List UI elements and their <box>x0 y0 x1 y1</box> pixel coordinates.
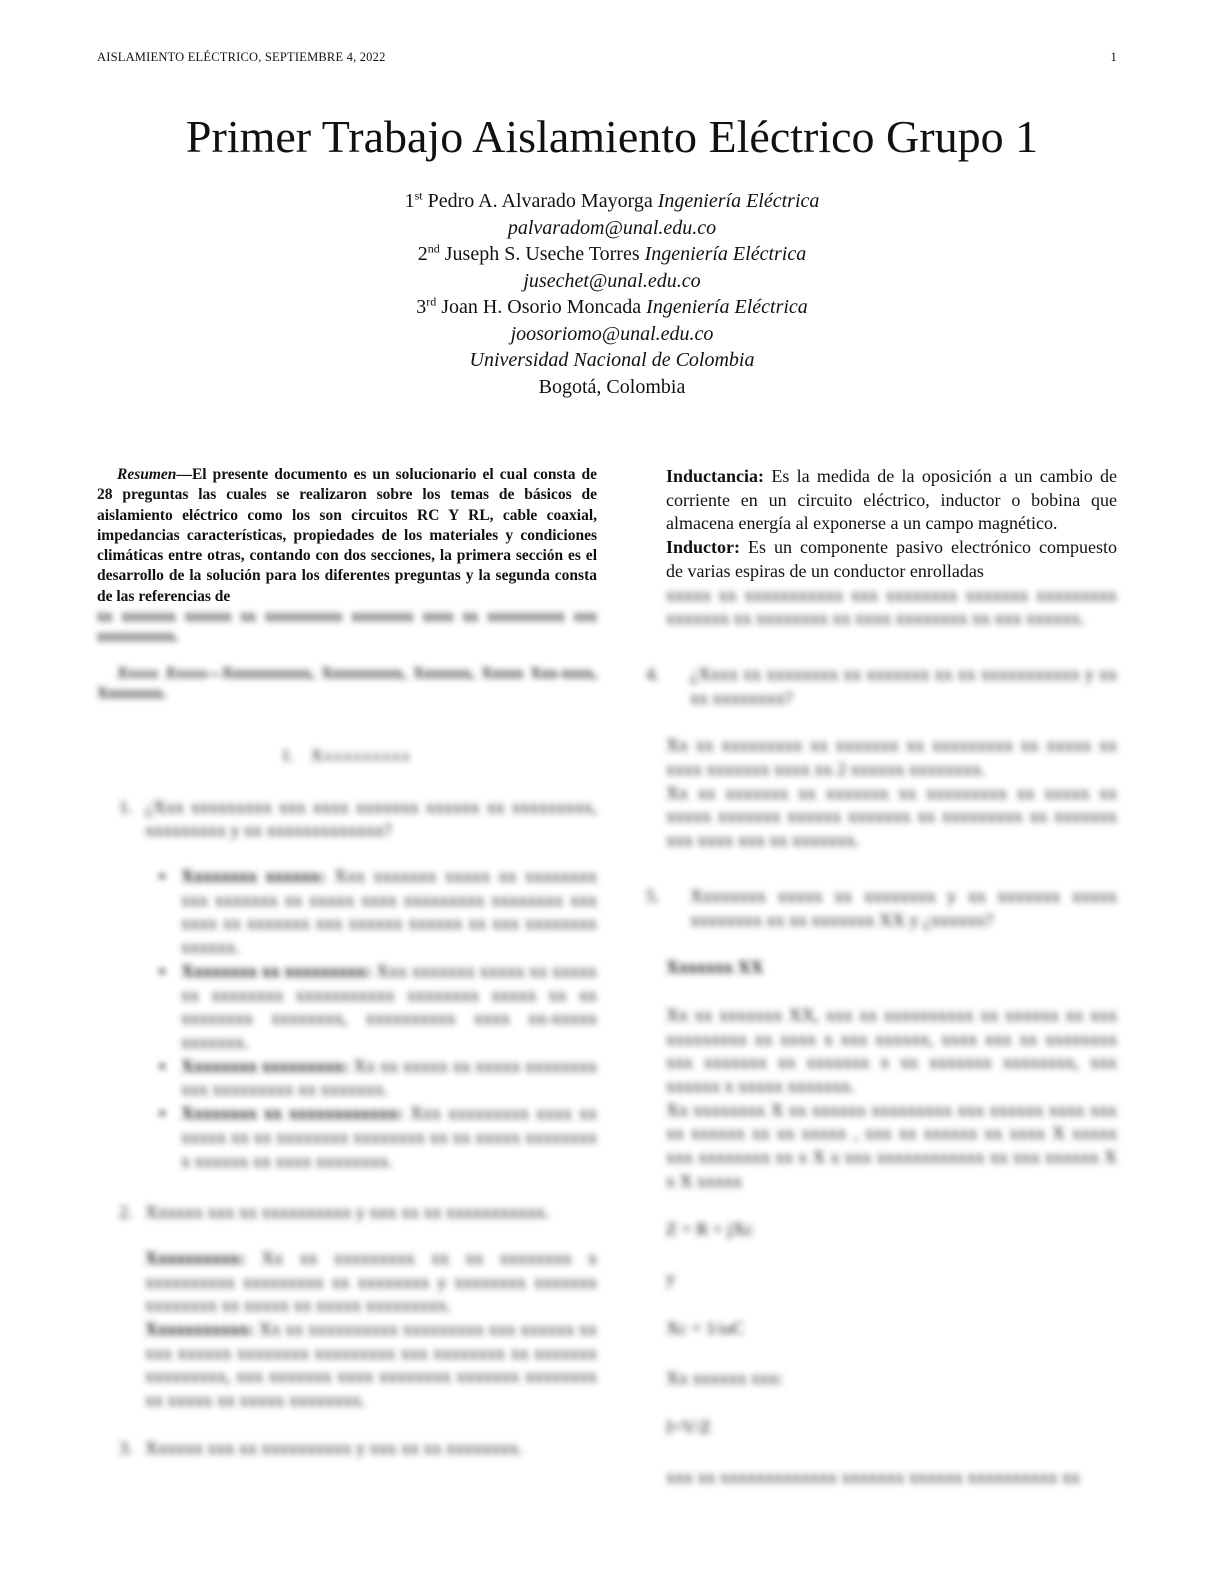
author-dept: Ingeniería Eléctrica <box>657 190 820 212</box>
city: Bogotá, Colombia <box>538 375 686 398</box>
author-line-2 <box>0 241 1224 268</box>
inductancia-term: Inductancia: <box>666 466 765 486</box>
inductor-text: Es un componente pasivo electrónico compuesto de varias espiras de un conductor enrolladas <box>666 537 1117 581</box>
blurred-right-content: xxxxx xx xxxxxxxxxxx xxx xxxxxxxx xxxxxxx xxxxxxxxx xxxxxxx xx xxxxxxxx xx xxxx xxxxxxxx xx xxx xxxxxx. 4. ¿Xxxx xx xxxxxxxx xx xxxxxxx xx xx xxxxxxxxxxx y xx xx xxxxxxxx? Xx xx xxxxxxxxx xx xxxxxxx xx xxxxxxxxx xx xxxxx xx xxxx xxxxxxx xxxx xx 2 xxxxxx xxxxxxxx. Xx xx xxxxxxx xx xxxxxxx xx xxxxxxxxx xx xxxxx xx xxxxx xxxxxxx xxxxxx xxxxxxx xx xxxxxxxxx xx xxxxxxx xxx xxxx xxx xx xxxxxxx. 5. Xxxxxxxx xxxxx xx xxxxxxxx y xx xxxxxxx xxxxx xxxxxxxx xx xx xxxxxxx XX y ¿xxxxxx? Xxxxxxx XX Xx xx xxxxxxx XX, xxx xx xxxxxxxxxx xx xxxxxx xx xxx xxxxxxxxx xx xxxx x xxx xxxxxx, xxxx xxx xx xxxxxxxx xxx xxxxxxx xx xxxxxxx x xx xxxxxxx xxxxxxxx, xxx xxxxxx x xxxxx xxxxxxx. Xx xxxxxxxx X xx xxxxxx xxxxxxxxx xxx xxxxxx xxxx xxx xx xxxxxx xx xx xxxxx , xxx xx xxxxxx xx xxxx X xxxxx xxx xxxxxxxx xx x X x xxx xxxxxxxxxxxx xx xxx xxxxxx X x X xxxxx Z = R + jXc y Xc = 1/ωC Xx xxxxxx xxx: I=V/Z xxx xx xxxxxxxxxxxxx xxxxxxx xxxxxx xxxxxxxxxx xx <box>646 584 1117 1488</box>
running-title: AISLAMIENTO ELÉCTRICO, SEPTIEMBRE 4, 2022 <box>97 50 386 64</box>
author-ordinal-suffix: st <box>414 188 423 203</box>
abstract-text: —El presente documento es un solucionario el cual consta de 28 preguntas las cuales se realizaron sobre los temas de básicos de aislamiento eléctrico como los son circuitos RC Y RL, cable coaxial, impedancias características, propiedades de los materiales y condiciones climáticas entre otras, contando con dos secciones, la primera sección es el desarrollo de la solución para los diferentes preguntas y la segunda consta de las referencias de <box>97 466 597 605</box>
author-email: jusechet@unal.edu.co <box>523 269 701 292</box>
abstract <box>97 465 597 607</box>
author-email: palvaradom@unal.edu.co <box>507 216 717 239</box>
university: Universidad Nacional de Colombia <box>469 349 755 371</box>
author-ordinal: 1 <box>404 190 415 212</box>
running-header <box>97 50 1117 65</box>
author-name: Juseph S. Useche Torres <box>444 243 640 265</box>
inductor-definition <box>666 536 1117 583</box>
author-dept: Ingeniería Eléctrica <box>644 243 807 265</box>
author-name: Pedro A. Alvarado Mayorga <box>427 190 653 212</box>
paper-title: Primer Trabajo Aislamiento Eléctrico Grupo 1 <box>185 111 1039 162</box>
author-name: Joan H. Osorio Moncada <box>441 296 642 318</box>
inductor-term: Inductor: <box>666 537 741 558</box>
author-ordinal-suffix: rd <box>426 294 437 309</box>
author-dept: Ingeniería Eléctrica <box>646 296 808 318</box>
left-column <box>97 465 597 1483</box>
author-ordinal: 2 <box>417 243 428 265</box>
abstract-lead: Resumen <box>117 466 177 483</box>
right-column <box>646 465 1117 1514</box>
author-line-3 <box>0 294 1224 321</box>
author-ordinal: 3 <box>416 296 427 318</box>
author-email: joosoriomo@unal.edu.co <box>510 322 714 345</box>
author-ordinal-suffix: nd <box>427 241 440 256</box>
blurred-left-content: xx xxxxxxx xxxxxx xx xxxxxxxxxx xxxxxxxx xxxx xx xxxxxxxxxx xxx xxxxxxxxxx. Xxxxx Xxxxx—Xxxxxxxxxxx, Xxxxxxxxxx, Xxxxxxx, Xxxxx Xxx-xxxx, Xxxxxxxx. I. Xxxxxxxxxx 1. ¿Xxx xxxxxxxxx xxx xxxx xxxxxxx xxxxxx xx xxxxxxxxx, xxxxxxxxx y xx xxxxxxxxxxxxx? ▪ Xxxxxxxx xxxxxx: Xxx xxxxxxx xxxxx xx xxxxxxxx xxx xxxxxxx xx xxxxx xxxx xxxxxxxxx xxxxxxxx xxx xxxx xx xxxxxxx xxx xxxxxx xxxxxx xx xxx xxxxxxxx xxxxxx. ▪ Xxxxxxxx xx xxxxxxxxx: Xxx xxxxxxx xxxxx xx xxxxx xx xxxxxxxx xxxxxxxxxxx xxxxxxxx xxxxx xx xx xxxxxxxx xxxxxxxx, xxxxxxxxxx xxxx xx-xxxxx xxxxxxx. ▪ Xxxxxxxx xxxxxxxxx: Xx xx xxxxx xx xxxxx xxxxxxxx xxx xxxxxxxxx xx xxxxxxx. ▪ Xxxxxxxx xx xxxxxxxxxxxx: Xxx xxxxxxxxx xxxx xx xxxxx xx xx xxxxxxxx xxxxxxxx xx xx xxxxx xxxxxxxx x xxxxxx xx xxxx xxxxxxxx. 2. Xxxxxx xxx xx xxxxxxxxxx y xxx xx xx xxxxxxxxxxx. Xxxxxxxxxx: Xx xx xxxxxxxxx xx xx xxxxxxxx x xxxxxxxxxx xxxxxxxxx xx xxxxxxxx y xxxxxxxx xxxxxxx xxxxxxxx xx xxxxx xx xxxxx xxxxxxxxx. Xxxxxxxxxxx: Xx xx xxxxxxxxxx xxxxxxxxx xxx xxxxxx xx xxx xxxxxx xxxxxxxx xxxxxxxxx xxx xxxxxxxx xx xxxxxxx xxxxxxxxx, xxx xxxxxxx xxxx xxxxxxxx xxxxxxx xxxxxxxx xx xxxxx xx xxxxx xxxxxxxx. 3. Xxxxxx xxx xx xxxxxxxxxx y xxx xx xx xxxxxxxx. <box>97 607 597 1460</box>
author-block <box>0 188 1224 400</box>
author-line-1 <box>0 188 1224 215</box>
inductancia-definition <box>666 465 1117 536</box>
inductancia-text: Es la medida de la oposición a un cambio de corriente en un circuito eléctrico, inductor o bobina que almacena energía al exponerse a un campo magnético. <box>666 466 1117 534</box>
page-number: 1 <box>1110 50 1117 64</box>
